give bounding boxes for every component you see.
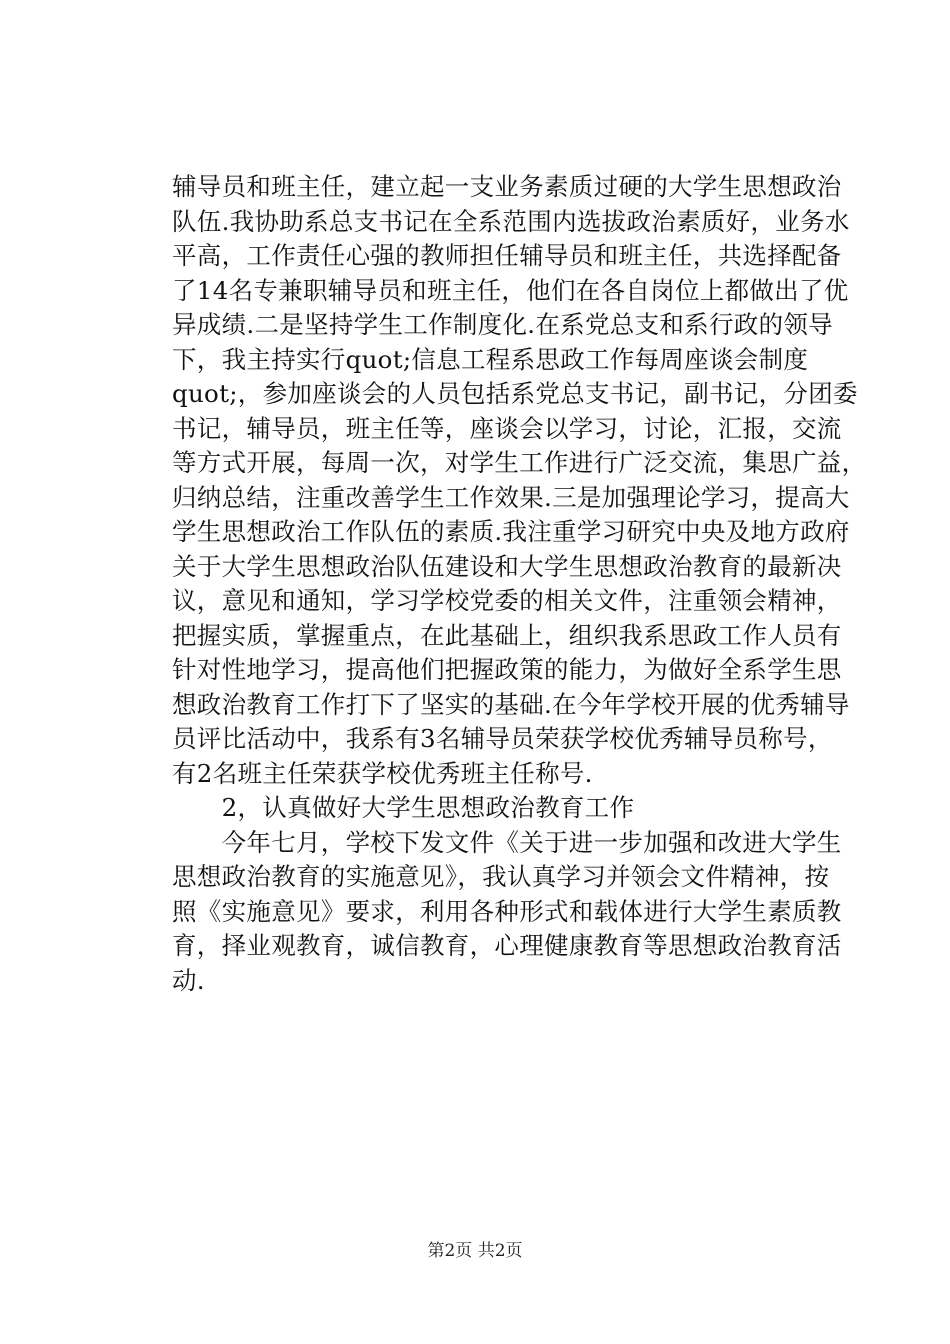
text-line: 思想政治教育的实施意见》，我认真学习并领会文件精神，按 [172, 862, 830, 891]
text-line: quot;，参加座谈会的人员包括系党总支书记，副书记，分团委 [172, 379, 858, 408]
text-line: 有2名班主任荣获学校优秀班主任称号. [172, 758, 593, 788]
body-text [172, 170, 867, 998]
text-line: 平高，工作责任心强的教师担任辅导员和班主任，共选择配备 [172, 241, 842, 270]
text-line: 动. [172, 965, 205, 995]
text-line: 育，择业观教育，诚信教育，心理健康教育等思想政治教育活 [172, 931, 842, 960]
text-line: 书记，辅导员，班主任等，座谈会以学习，讨论，汇报，交流 [172, 413, 842, 443]
text-line: 了14名专兼职辅导员和班主任，他们在各自岗位上都做出了优 [172, 275, 849, 305]
text-line: 关于大学生思想政治队伍建设和大学生思想政治教育的最新决 [172, 551, 842, 581]
text-line: 归纳总结，注重改善学生工作效果.三是加强理论学习，提高大 [172, 482, 850, 512]
text-line: 照《实施意见》要求，利用各种形式和载体进行大学生素质教 [172, 896, 842, 926]
text-line: 针对性地学习，提高他们把握政策的能力，为做好全系学生思 [172, 655, 842, 684]
text-line: 辅导员和班主任，建立起一支业务素质过硬的大学生思想政治 [172, 172, 842, 201]
text-line: 学生思想政治工作队伍的素质.我注重学习研究中央及地方政府 [172, 517, 850, 546]
text-line: 把握实质，掌握重点，在此基础上，组织我系思政工作人员有 [172, 620, 842, 650]
text-line: 员评比活动中，我系有3名辅导员荣获学校优秀辅导员称号， [172, 724, 833, 753]
text-line: 想政治教育工作打下了坚实的基础.在今年学校开展的优秀辅导 [172, 689, 850, 719]
page-number: 第2页 共2页 [427, 1241, 523, 1261]
text-line: 下，我主持实行quot;信息工程系思政工作每周座谈会制度 [172, 344, 809, 374]
section-heading: 2，认真做好大学生思想政治教育工作 [172, 793, 635, 822]
text-line: 等方式开展，每周一次，对学生工作进行广泛交流，集思广益， [172, 448, 867, 477]
text-line: 今年七月，学校下发文件《关于进一步加强和改进大学生 [172, 827, 842, 857]
text-line: 异成绩.二是坚持学生工作制度化.在系党总支和系行政的领导 [172, 310, 833, 339]
text-line: 队伍.我协助系总支书记在全系范围内选拔政治素质好，业务水 [172, 206, 850, 236]
text-line: 议，意见和通知，学习学校党委的相关文件，注重领会精神， [172, 586, 842, 615]
